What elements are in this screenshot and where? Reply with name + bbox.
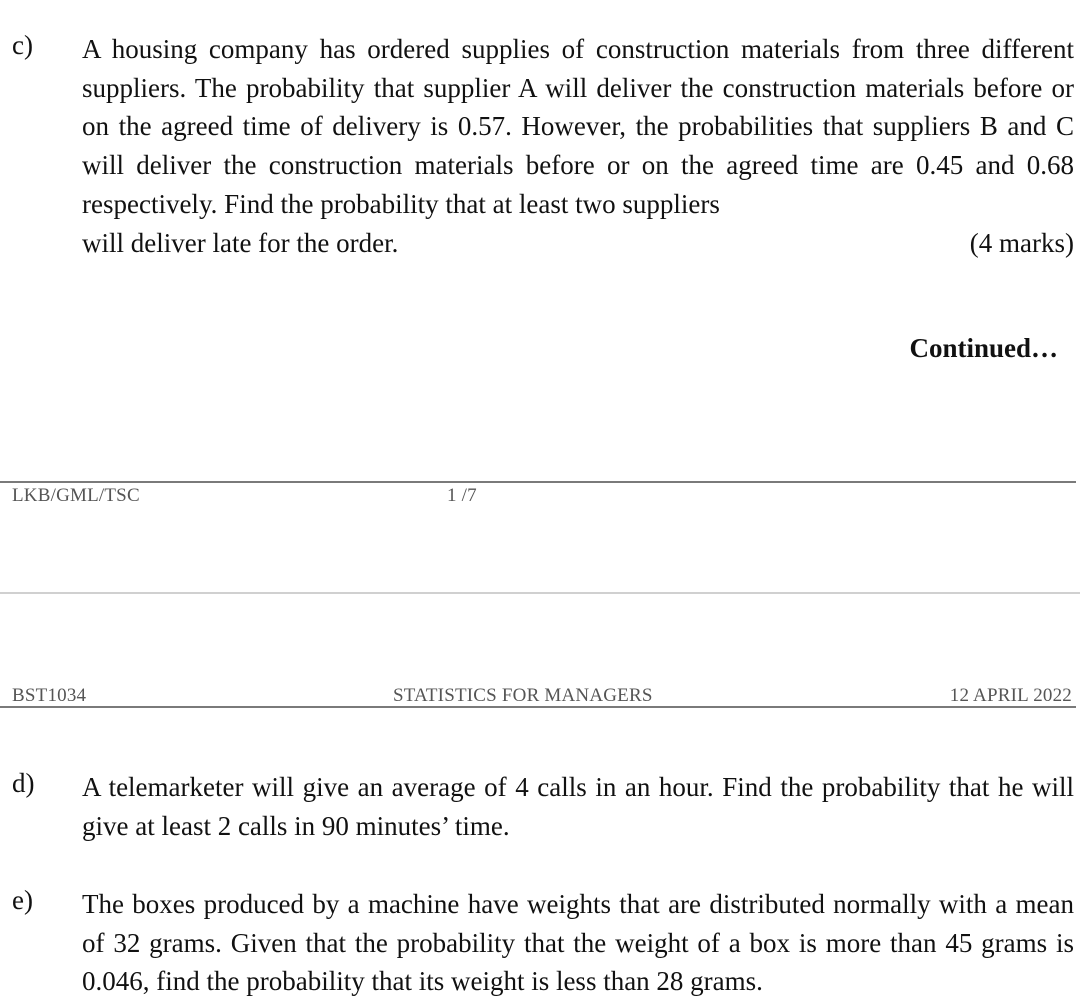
header-divider — [0, 706, 1076, 708]
header-date: 12 APRIL 2022 — [949, 685, 1072, 706]
question-d-text: A telemarketer will give an average of 4 calls in an hour. Find the probability that he will give at least 2 calls in 90 minutes’ time. — [82, 772, 1074, 841]
page-break-divider — [0, 592, 1080, 594]
question-c — [82, 30, 1074, 262]
question-e-label: e) — [12, 885, 33, 915]
question-c-text: A housing company has ordered supplies of construction materials from three different suppliers. The probability that supplier A will deliver the construction materials before or on the agreed time of delivery is 0.57. However, the probabilities that suppliers B and C will deliver the construction materials before or on the agreed time are 0.45 and 0.68 respectively. Find the probability that at least two suppliers — [82, 34, 1074, 219]
footer-divider — [0, 481, 1076, 483]
question-c-marks: (4 marks) — [969, 227, 1074, 258]
header-course-title: STATISTICS FOR MANAGERS — [393, 685, 653, 706]
question-c-text-end: will deliver late for the order. — [82, 227, 399, 258]
header-course-code: BST1034 — [12, 685, 87, 706]
footer-page-number: 1 /7 — [447, 485, 477, 506]
question-c-label: c) — [12, 30, 33, 60]
continued-note: Continued… — [909, 333, 1058, 363]
footer-code: LKB/GML/TSC — [12, 485, 140, 506]
question-e-text: The boxes produced by a machine have weights that are distributed normally with a mean of 32 grams. Given that the probability that the weight of a box is more than 45 grams is 0.046, find the probability that its weight is less than 28 grams. — [82, 889, 1074, 997]
question-d-label: d) — [12, 768, 35, 798]
question-c-last-line — [82, 224, 1074, 263]
